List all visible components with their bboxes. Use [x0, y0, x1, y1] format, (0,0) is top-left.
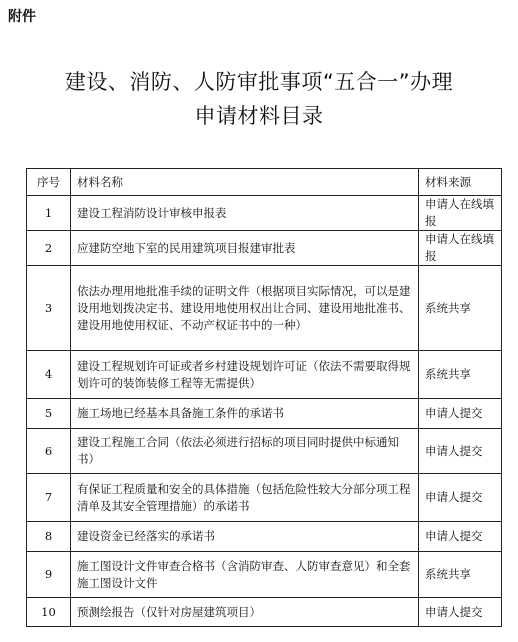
material-source: 申请人提交 [419, 598, 502, 627]
table-row [27, 351, 502, 399]
material-name: 施工场地已经基本具备施工条件的承诺书 [71, 399, 419, 429]
document-title-line2: 申请材料目录 [194, 104, 324, 128]
table-row [27, 266, 502, 351]
material-source: 申请人提交 [419, 429, 502, 474]
material-source: 系统共享 [419, 552, 502, 598]
material-name: 依法办理用地批准手续的证明文件（根据项目实际情况，可以是建设用地划拨决定书、建设用地使用权出让合同、建设用地批准书、建设用地使用权证、不动产权证书中的一种） [71, 266, 419, 351]
material-source: 申请人在线填报 [419, 196, 502, 231]
table-row [27, 598, 502, 627]
material-name: 建设工程规划许可证或者乡村建设规划许可证（依法不需要取得规划许可的装饰装修工程等无需提供） [71, 351, 419, 399]
row-number: 5 [27, 399, 71, 429]
material-source: 系统共享 [419, 266, 502, 351]
table-row [27, 429, 502, 474]
row-number: 7 [27, 474, 71, 522]
row-number: 3 [27, 266, 71, 351]
document-title-line1: 建设、消防、人防审批事项“五合一”办理 [64, 70, 454, 94]
table-row [27, 399, 502, 429]
table-row [27, 196, 502, 231]
material-source: 申请人提交 [419, 399, 502, 429]
row-number: 1 [27, 196, 71, 231]
attachment-label: 附件 [8, 9, 36, 25]
row-number: 4 [27, 351, 71, 399]
table-row [27, 552, 502, 598]
row-number: 6 [27, 429, 71, 474]
material-name: 施工图设计文件审查合格书（含消防审查、人防审查意见）和全套施工图设计文件 [71, 552, 419, 598]
row-number: 2 [27, 231, 71, 266]
column-header-name: 材料名称 [71, 169, 419, 196]
row-number: 8 [27, 522, 71, 552]
table-row [27, 474, 502, 522]
material-source: 系统共享 [419, 351, 502, 399]
material-name: 建设资金已经落实的承诺书 [71, 522, 419, 552]
table-row [27, 231, 502, 266]
material-source: 申请人在线填报 [419, 231, 502, 266]
table-header-row [27, 169, 502, 196]
material-name: 预测绘报告（仅针对房屋建筑项目） [71, 598, 419, 627]
material-name: 建设工程消防设计审核申报表 [71, 196, 419, 231]
column-header-number: 序号 [27, 169, 71, 196]
materials-table [26, 168, 502, 627]
row-number: 10 [27, 598, 71, 627]
material-source: 申请人提交 [419, 522, 502, 552]
material-name: 建设工程施工合同（依法必须进行招标的项目同时提供中标通知书） [71, 429, 419, 474]
material-name: 应建防空地下室的民用建筑项目报建审批表 [71, 231, 419, 266]
column-header-source: 材料来源 [419, 169, 502, 196]
material-source: 申请人提交 [419, 474, 502, 522]
table-row [27, 522, 502, 552]
material-name: 有保证工程质量和安全的具体措施（包括危险性较大分部分项工程清单及其安全管理措施）的承诺书 [71, 474, 419, 522]
row-number: 9 [27, 552, 71, 598]
